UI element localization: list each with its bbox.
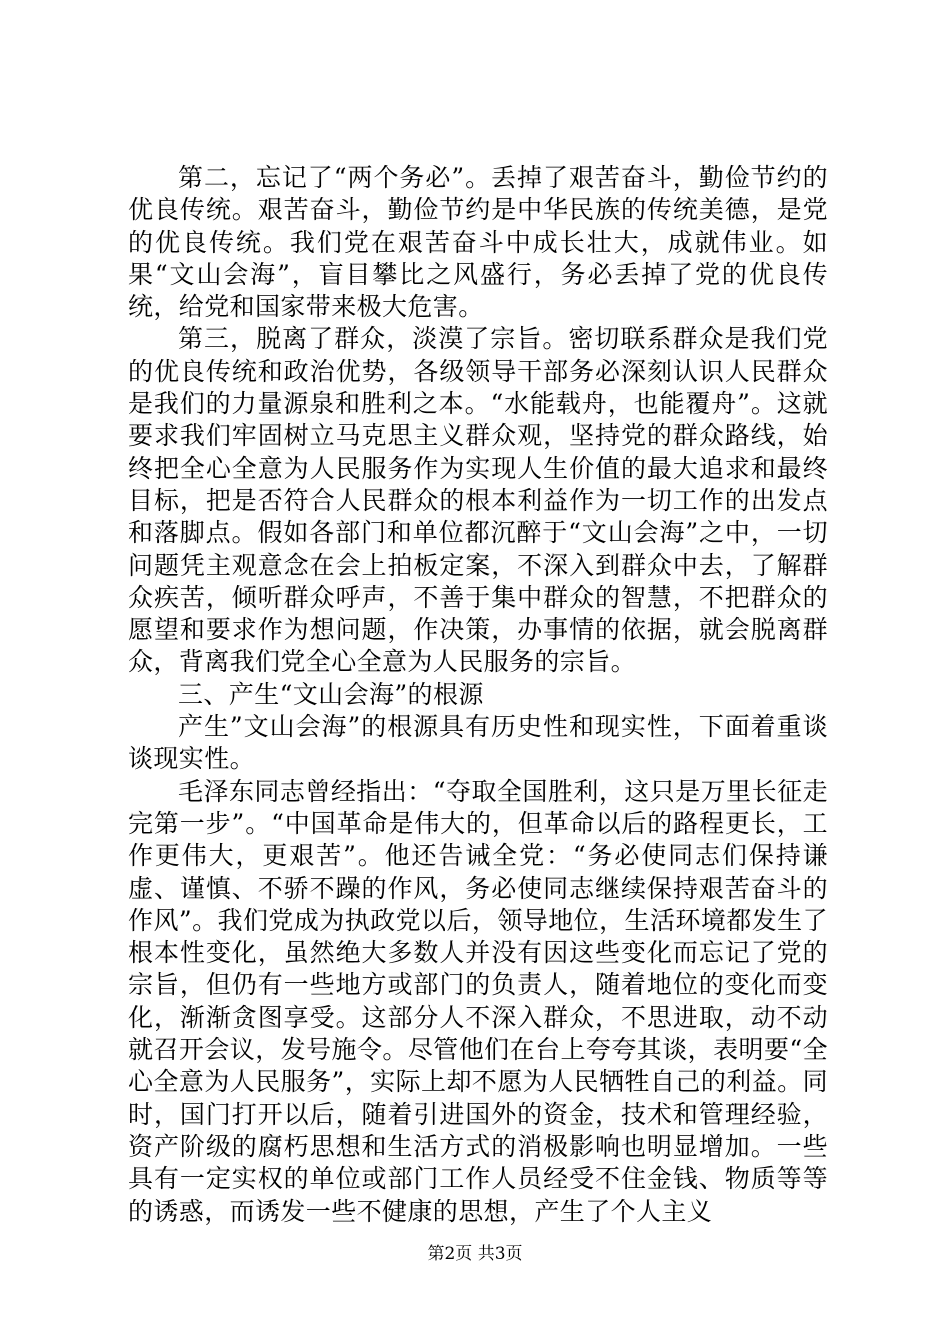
document-body: [128, 162, 828, 1228]
section-heading-roots: 三、产生“文山会海”的根源: [178, 679, 484, 709]
page-number-footer: 第2页 共3页: [427, 1244, 523, 1264]
paragraph-roots-intro: 产生”文山会海”的根源具有历史性和现实性，下面着重谈谈现实性。: [128, 712, 828, 774]
paragraph-detached-from-masses: 第三，脱离了群众，淡漠了宗旨。密切联系群众是我们党的优良传统和政治优势，各级领导干部务必深刻认识人民群众是我们的力量源泉和胜利之本。“水能载舟，也能覆舟”。这就要求我们牢固树立马克思主义群众观，坚持党的群众路线，始终把全心全意为人民服务作为实现人生价值的最大追求和最终目标，把是否符合人民群众的根本利益作为一切工作的出发点和落脚点。假如各部门和单位都沉醉于“文山会海”之中，一切问题凭主观意念在会上拍板定案，不深入到群众中去，了解群众疾苦，倾听群众呼声，不善于集中群众的智慧，不把群众的愿望和要求作为想问题，作决策，办事情的依据，就会脱离群众，背离我们党全心全意为人民服务的宗旨。: [128, 324, 828, 677]
paragraph-mao-quote: 毛泽东同志曾经指出：“夺取全国胜利，这只是万里长征走完第一步”。“中国革命是伟大的，但革命以后的路程更长，工作更伟大，更艰苦”。他还告诫全党：“务必使同志们保持谦虚、谨慎、不骄不躁的作风，务必使同志继续保持艰苦奋斗的作风”。我们党成为执政党以后，领导地位，生活环境都发生了根本性变化，虽然绝大多数人并没有因这些变化而忘记了党的宗旨，但仍有一些地方或部门的负责人，随着地位的变化而变化，渐渐贪图享受。这部分人不深入群众，不思进取，动不动就召开会议，发号施令。尽管他们在台上夸夸其谈，表明要“全心全意为人民服务”，实际上却不愿为人民牺牲自己的利益。同时，国门打开以后，随着引进国外的资金，技术和管理经验，资产阶级的腐朽思想和生活方式的消极影响也明显增加。一些具有一定实权的单位或部门工作人员经受不住金钱、物质等等的诱惑，而诱发一些不健康的思想，产生了个人主义: [128, 776, 828, 1226]
paragraph-forgetting-two-musts: 第二，忘记了“两个务必”。丢掉了艰苦奋斗，勤俭节约的优良传统。艰苦奋斗，勤俭节约是中华民族的传统美德，是党的优良传统。我们党在艰苦奋斗中成长壮大，成就伟业。如果“文山会海”，盲目攀比之风盛行，务必丢掉了党的优良传统，给党和国家带来极大危害。: [128, 163, 828, 322]
